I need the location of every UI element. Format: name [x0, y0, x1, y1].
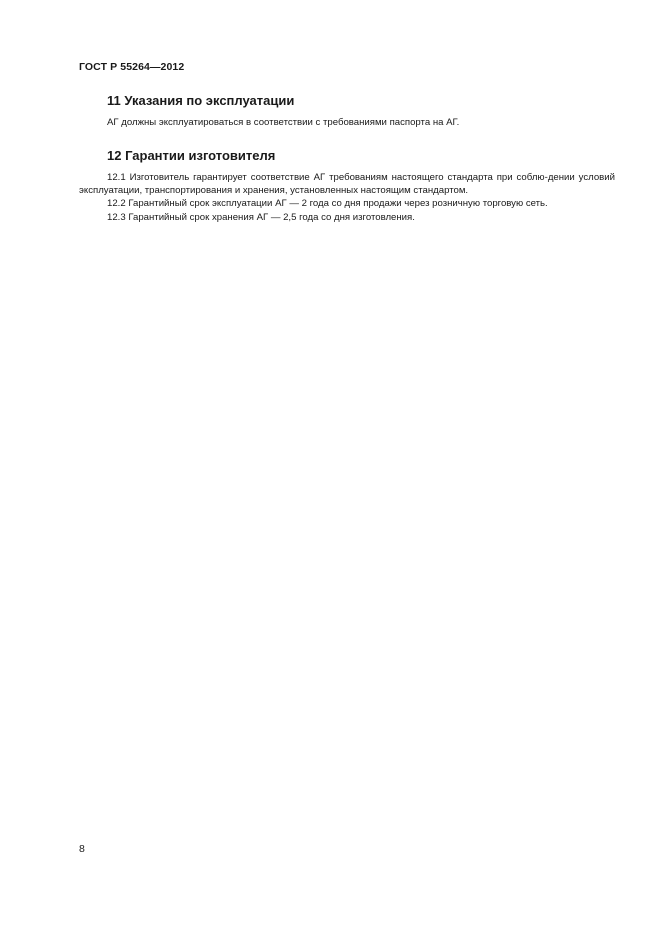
section-12-title: 12 Гарантии изготовителя — [107, 148, 276, 163]
page-number: 8 — [79, 843, 85, 855]
paragraph-text: 12.1 Изготовитель гарантирует соответствие АГ требованиям настоящего стандарта при соблю-дении условий эксплуатации, транспортирования и хранения, установленных настоящим стандартом. — [79, 172, 615, 197]
paragraph-text: 12.2 Гарантийный срок эксплуатации АГ — 2 года со дня продажи через розничную торговую сеть. — [107, 198, 548, 209]
section-11-paragraph — [79, 116, 615, 129]
document-header: ГОСТ Р 55264—2012 — [79, 61, 185, 73]
clause-12-1 — [79, 171, 615, 197]
paragraph-text: 12.3 Гарантийный срок хранения АГ — 2,5 года со дня изготовления. — [107, 212, 415, 223]
paragraph-text: АГ должны эксплуатироваться в соответствии с требованиями паспорта на АГ. — [107, 117, 460, 128]
section-11-title: 11 Указания по эксплуатации — [107, 93, 295, 108]
clause-12-3 — [79, 211, 615, 224]
clause-12-2 — [79, 197, 615, 210]
